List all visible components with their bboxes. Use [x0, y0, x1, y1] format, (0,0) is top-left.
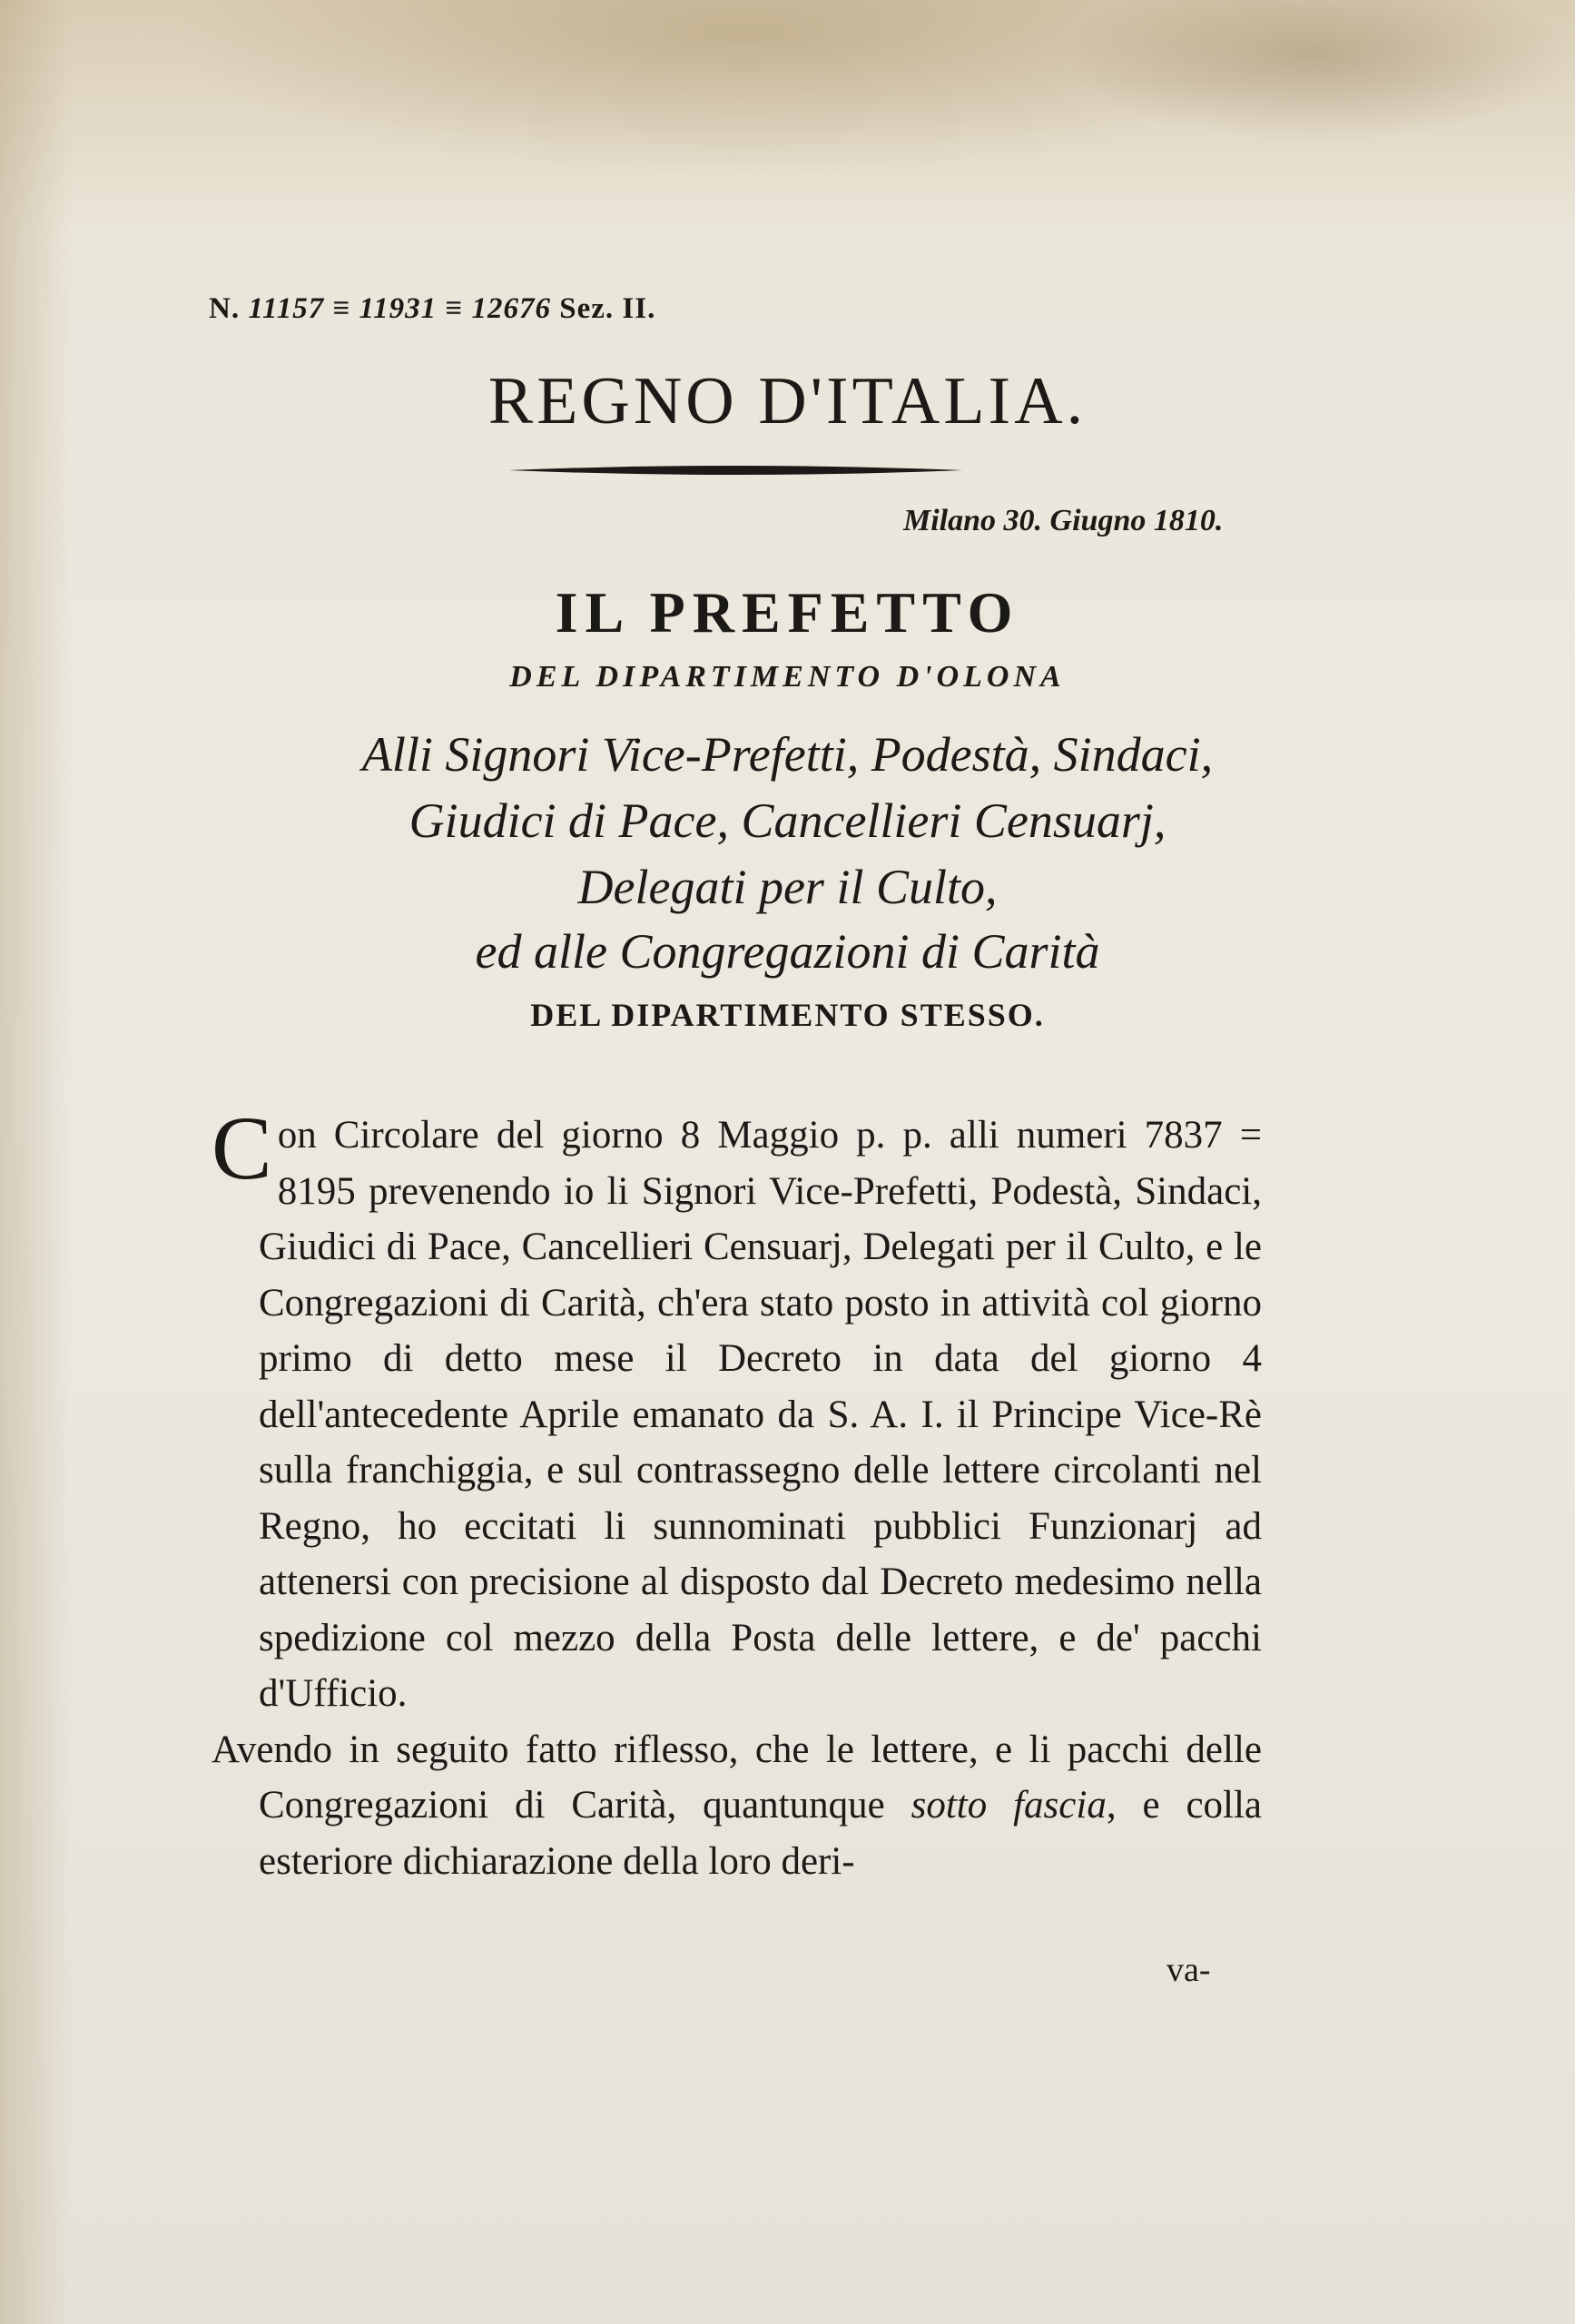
body-text — [212, 1098, 1263, 1889]
addressee-line: Giudici di Pace, Cancellieri Censuarj, — [409, 793, 1166, 848]
paragraph-2-italic: sotto fascia — [911, 1784, 1107, 1827]
document-title: REGNO D'ITALIA. — [487, 364, 1088, 438]
paragraph-2-text-a: Avendo in seguito fatto riflesso, che le lettere, e li pacchi delle Congregazioni di Carità, quantunque — [212, 1728, 1262, 1827]
reference-values: 11157 ≡ 11931 ≡ 12676 — [248, 292, 551, 325]
paragraph-2-text-b: , e colla esteriore dichiarazione della loro deri- — [259, 1784, 1263, 1883]
drop-cap: C — [212, 1098, 272, 1198]
department-same-line: DEL DIPARTIMENTO STESSO. — [530, 997, 1045, 1033]
addressee-line: Alli Signori Vice-Prefetti, Podestà, Sindaci, — [361, 727, 1214, 782]
heading-prefetto: IL PREFETTO — [555, 580, 1020, 645]
ornamental-rule — [508, 463, 962, 478]
paragraph-2 — [212, 1722, 1263, 1890]
addressee-line: Delegati per il Culto, — [577, 860, 998, 914]
dateline: Milano 30. Giugno 1810. — [903, 504, 1224, 537]
paper-stain — [0, 0, 73, 2324]
paragraph-1-text: on Circolare del giorno 8 Maggio p. p. alli numeri 7837 = 8195 prevenendo io li Signori Vice-Prefetti, Podestà, Sindaci, Giudici di Pace, Cancellieri Censuarj, Delegati per il Culto, e le Congregazioni di Carità, ch'era stato posto in attività col giorno primo di detto mese il Decreto in data del giorno 4 dell'antecedente Aprile emanato da S. A. I. il Principe Vice-Rè sulla franchiggia, e sul contrassegno delle lettere circolanti nel Regno, ho eccitati li sunnominati pubblici Funzionarj ad attenersi con precisione al disposto dal Decreto medesimo nella spedizione col mezzo della Posta delle lettere, e de' pacchi d'Ufficio. — [259, 1114, 1262, 1715]
catchword: va- — [1166, 1951, 1211, 1989]
reference-prefix: N. — [209, 292, 241, 325]
reference-section: Sez. II. — [559, 292, 656, 325]
verso-show-through — [781, 292, 1253, 329]
paragraph-1 — [212, 1098, 1262, 1722]
reference-numbers — [209, 292, 655, 326]
department-line: DEL DIPARTIMENTO D'OLONA — [509, 660, 1066, 694]
addressee-line: ed alle Congregazioni di Carità — [475, 924, 1100, 979]
